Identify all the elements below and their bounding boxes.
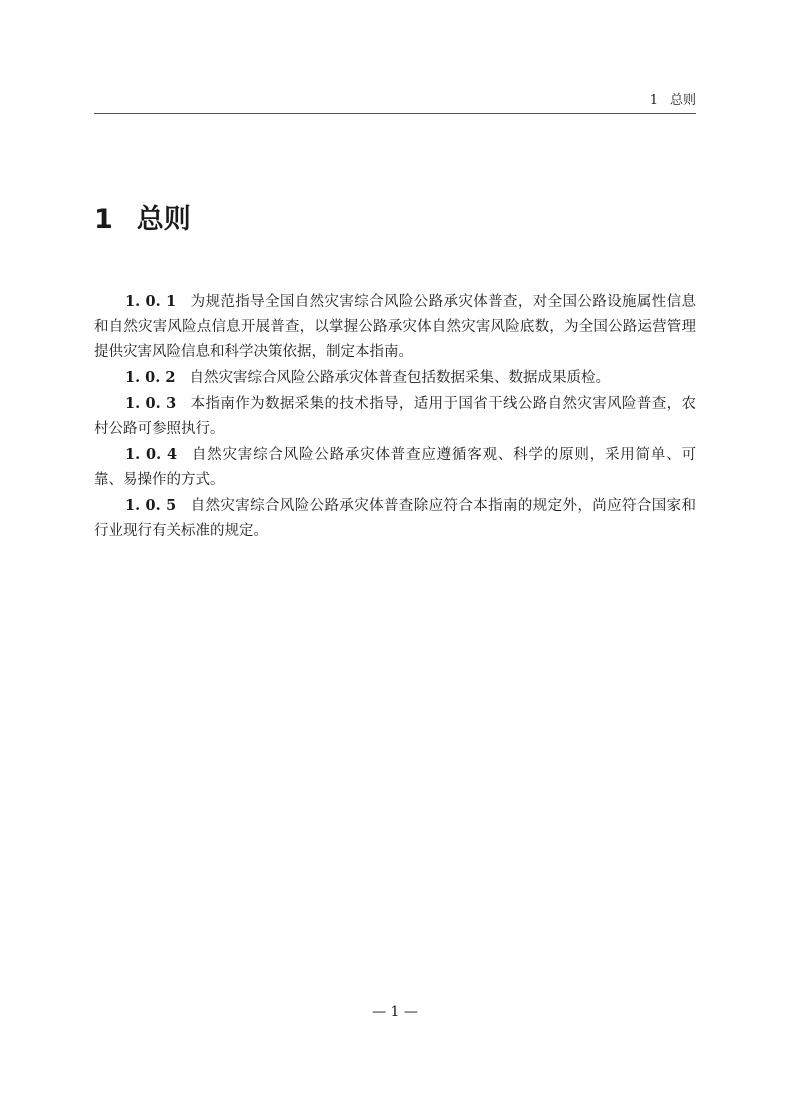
page-number: — 1 — [372, 1004, 418, 1020]
chapter-name: 总则 [136, 204, 191, 235]
clause-text: 自然灾害综合风险公路承灾体普查包括数据采集、数据成果质检。 [189, 370, 610, 386]
chapter-title [94, 200, 191, 240]
clause-number: 1. 0. 5 [125, 497, 177, 514]
chapter-number: 1 [94, 204, 113, 235]
clause-1-0-4 [94, 442, 696, 493]
clause-1-0-3 [94, 391, 696, 442]
clause-text: 为规范指导全国自然灾害综合风险公路承灾体普查，对全国公路设施属性信息和自然灾害风险点信息开展普查，以掌握公路承灾体自然灾害风险底数，为全国公路运营管理提供灾害风险信息和科学决策依据，制定本指南。 [94, 294, 696, 360]
header-chapter-name: 总则 [669, 93, 696, 108]
clause-number: 1. 0. 1 [125, 293, 177, 310]
clause-list [94, 289, 696, 544]
clause-text: 自然灾害综合风险公路承灾体普查除应符合本指南的规定外，尚应符合国家和行业现行有关标准的规定。 [94, 498, 696, 539]
clause-number: 1. 0. 2 [125, 369, 176, 386]
running-header [94, 91, 696, 114]
header-chapter-number: 1 [649, 93, 658, 108]
clause-1-0-5 [94, 493, 696, 544]
clause-number: 1. 0. 3 [125, 395, 177, 412]
clause-number: 1. 0. 4 [125, 446, 178, 463]
clause-text: 本指南作为数据采集的技术指导，适用于国省干线公路自然灾害风险普查，农村公路可参照执行。 [94, 396, 696, 437]
clause-text: 自然灾害综合风险公路承灾体普查应遵循客观、科学的原则，采用简单、可靠、易操作的方式。 [94, 447, 696, 488]
clause-1-0-1 [94, 289, 696, 365]
clause-1-0-2 [94, 365, 696, 391]
